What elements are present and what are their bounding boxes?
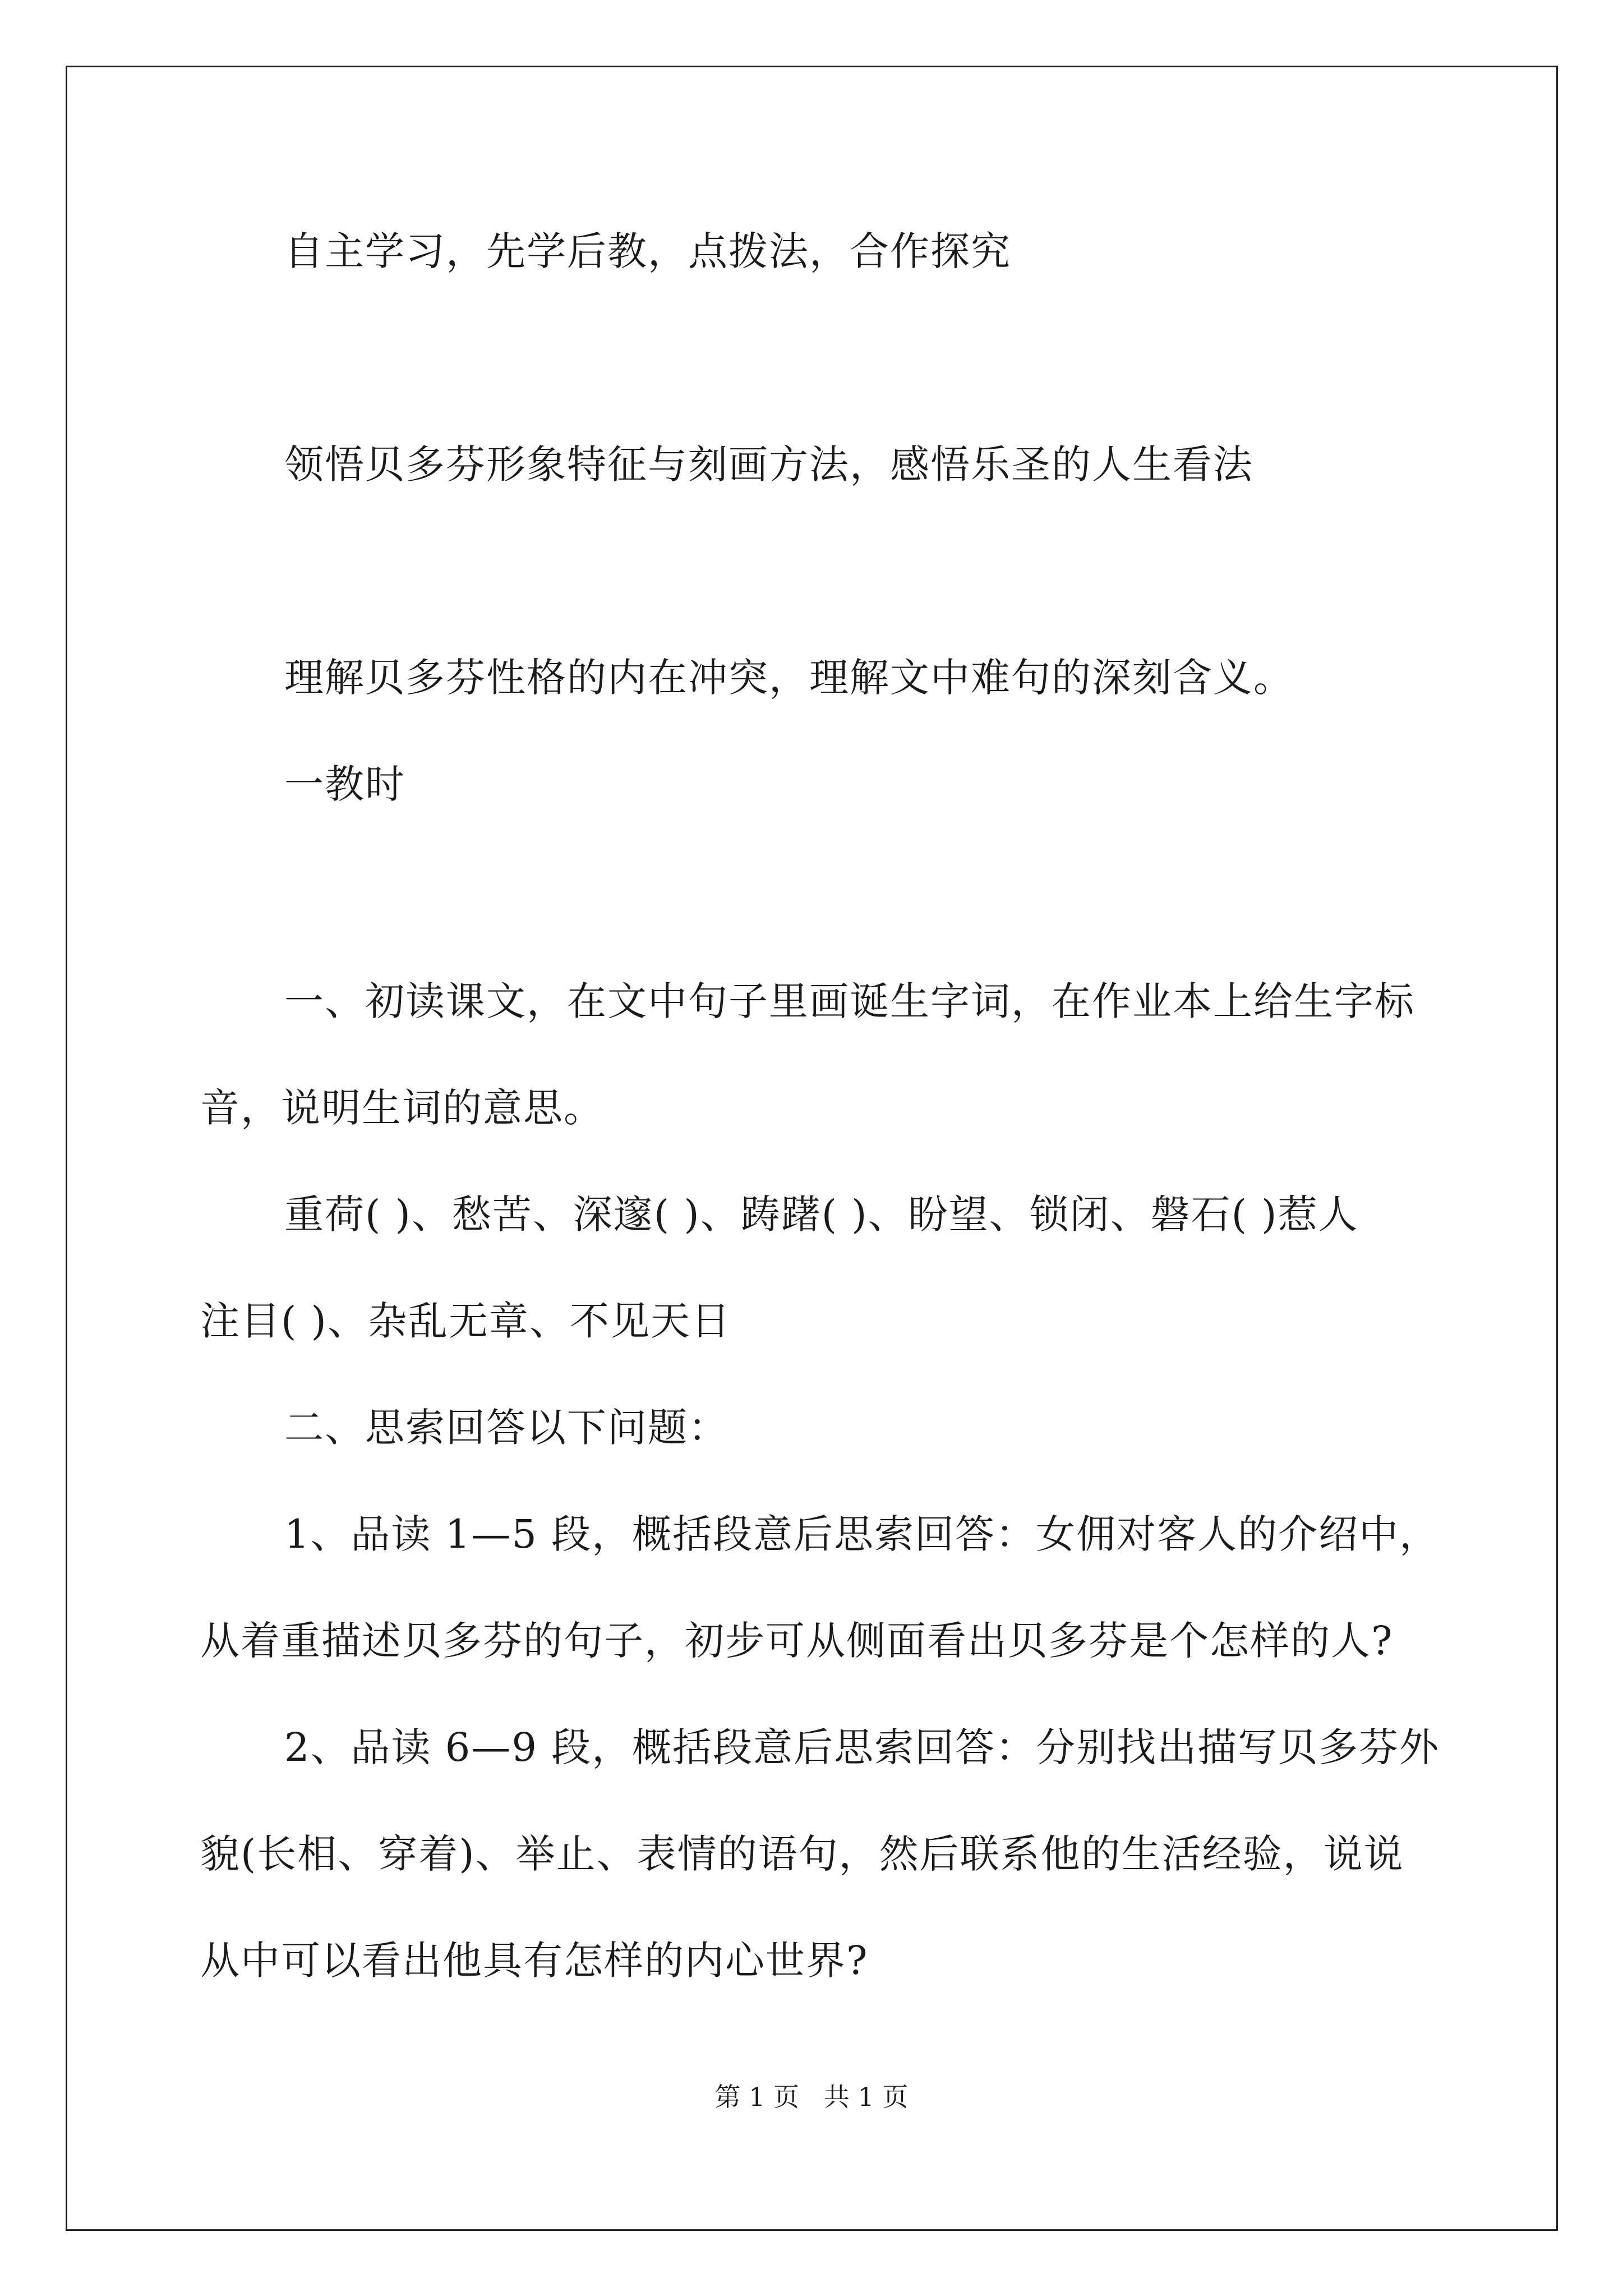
task-one-line-2: 音，说明生词的意思。 xyxy=(200,1085,604,1131)
question-one-line-2: 从着重描述贝多芬的句子，初步可从侧面看出贝多芬是个怎样的人? xyxy=(200,1618,1394,1664)
question-two-line-3: 从中可以看出他具有怎样的内心世界? xyxy=(200,1938,869,1984)
question-two-line-1: 2、品读 6—9 段，概括段意后思索回答：分别找出描写贝多芬外 xyxy=(284,1724,1440,1770)
task-two-heading: 二、思索回答以下问题： xyxy=(284,1405,728,1451)
page-border xyxy=(66,66,1558,2231)
question-two-line-2: 貌(长相、穿着)、举止、表情的语句，然后联系他的生活经验，说说 xyxy=(200,1831,1404,1877)
page-number-footer: 第 1 页 共 1 页 xyxy=(714,2082,909,2112)
task-one-line-1: 一、初读课文，在文中句子里画诞生字词，在作业本上给生字标 xyxy=(284,978,1415,1024)
method-line: 自主学习，先学后教，点拨法，合作探究 xyxy=(284,228,1011,274)
vocabulary-line-1: 重荷( )、愁苦、深邃( )、踌躇( )、盼望、锁闭、磐石( )惹人 xyxy=(284,1191,1359,1237)
lesson-count-line: 一教时 xyxy=(284,761,405,807)
goal-line: 领悟贝多芬形象特征与刻画方法，感悟乐圣的人生看法 xyxy=(284,441,1253,487)
difficulty-line: 理解贝多芬性格的内在冲突，理解文中难句的深刻含义。 xyxy=(284,655,1294,701)
vocabulary-line-2: 注目( )、杂乱无章、不见天日 xyxy=(200,1298,731,1344)
question-one-line-1: 1、品读 1—5 段，概括段意后思索回答：女佣对客人的介绍中， xyxy=(284,1511,1440,1557)
